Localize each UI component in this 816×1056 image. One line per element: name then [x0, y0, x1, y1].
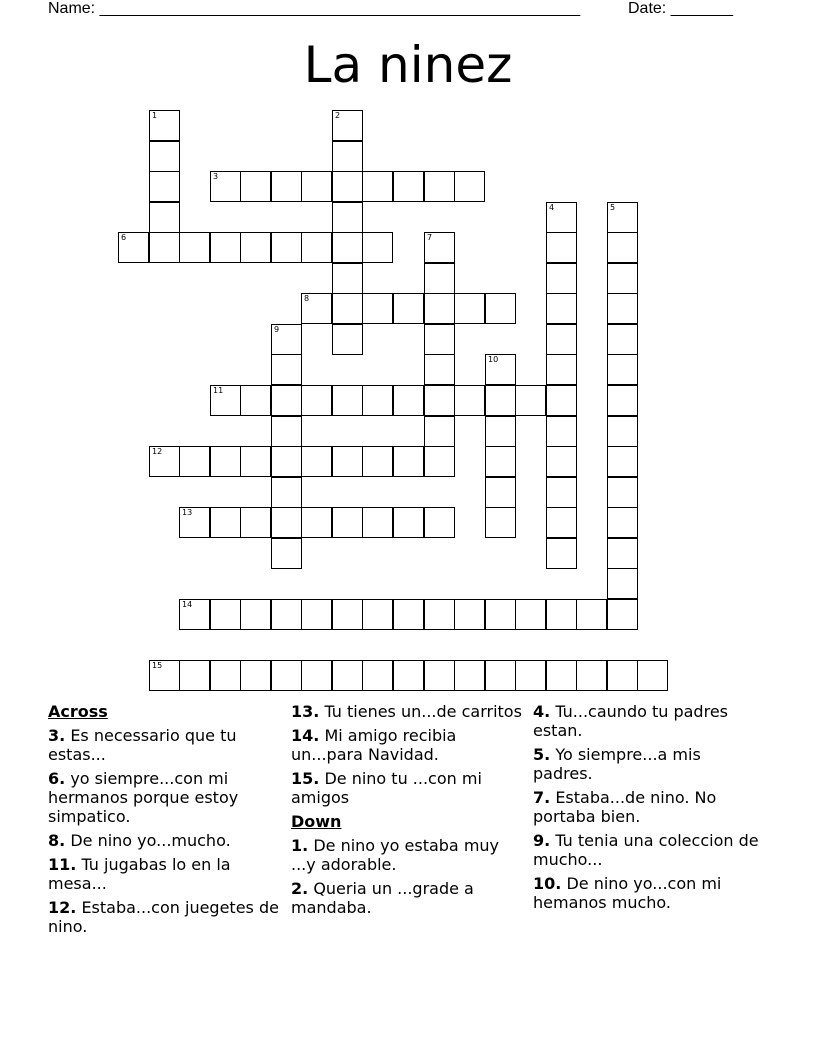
name-field-label: Name: ______________________________________________________ [48, 0, 581, 17]
clue-down-10 [533, 874, 765, 912]
grid-cell[interactable] [362, 660, 393, 691]
across-heading: Across [48, 702, 108, 721]
grid-cell[interactable] [607, 507, 638, 538]
clue-number-label: 11 [213, 386, 224, 395]
grid-cell[interactable] [301, 599, 332, 630]
grid-cell[interactable] [546, 599, 577, 630]
page-title: La ninez [303, 36, 513, 94]
clue-number: 13. [291, 702, 320, 721]
grid-cell[interactable] [424, 599, 455, 630]
clue-down-4 [533, 702, 765, 740]
grid-cell[interactable] [149, 232, 180, 263]
clue-text: Tu tenia una coleccion de mucho... [533, 831, 759, 869]
grid-cell[interactable] [332, 110, 363, 141]
grid-cell[interactable] [607, 446, 638, 477]
clue-text: Es necessario que tu estas... [48, 726, 237, 764]
clues-column-3 [533, 702, 765, 917]
grid-cell[interactable] [301, 660, 332, 691]
grid-cell[interactable] [393, 599, 424, 630]
clue-number: 6. [48, 769, 66, 788]
grid-cell[interactable] [424, 171, 455, 202]
grid-cell[interactable] [607, 232, 638, 263]
clue-number-label: 6 [121, 233, 127, 242]
grid-cell[interactable] [607, 568, 638, 599]
grid-cell[interactable] [301, 171, 332, 202]
clue-across-6 [48, 769, 280, 826]
grid-cell[interactable] [424, 263, 455, 294]
grid-cell[interactable] [362, 507, 393, 538]
grid-cell[interactable] [332, 263, 363, 294]
grid-cell[interactable] [332, 171, 363, 202]
grid-cell[interactable] [240, 599, 271, 630]
grid-cell[interactable] [240, 385, 271, 416]
grid-cell[interactable] [271, 324, 302, 355]
grid-cell[interactable] [118, 232, 149, 263]
grid-cell[interactable] [271, 660, 302, 691]
grid-cell[interactable] [485, 660, 516, 691]
grid-cell[interactable] [424, 385, 455, 416]
grid-cell[interactable] [271, 232, 302, 263]
grid-cell[interactable] [424, 324, 455, 355]
grid-cell[interactable] [271, 599, 302, 630]
grid-cell[interactable] [546, 263, 577, 294]
grid-cell[interactable] [332, 507, 363, 538]
clue-number: 15. [291, 769, 320, 788]
grid-cell[interactable] [149, 110, 180, 141]
grid-cell[interactable] [240, 660, 271, 691]
grid-cell[interactable] [301, 293, 332, 324]
grid-cell[interactable] [271, 477, 302, 508]
grid-cell[interactable] [332, 660, 363, 691]
grid-cell[interactable] [271, 171, 302, 202]
grid-cell[interactable] [332, 232, 363, 263]
grid-cell[interactable] [546, 324, 577, 355]
clue-number-label: 9 [274, 325, 280, 334]
grid-cell[interactable] [179, 446, 210, 477]
grid-cell[interactable] [393, 446, 424, 477]
grid-cell[interactable] [271, 507, 302, 538]
grid-cell[interactable] [607, 477, 638, 508]
grid-cell[interactable] [454, 599, 485, 630]
date-field-label: Date: _______ [628, 0, 733, 17]
clue-text: Tu...caundo tu padres estan. [533, 702, 728, 740]
clue-number: 3. [48, 726, 66, 745]
grid-cell[interactable] [240, 507, 271, 538]
clue-number-label: 8 [304, 294, 310, 303]
grid-cell[interactable] [607, 599, 638, 630]
grid-cell[interactable] [607, 385, 638, 416]
clue-number: 7. [533, 788, 551, 807]
grid-cell[interactable] [424, 232, 455, 263]
grid-cell[interactable] [179, 232, 210, 263]
grid-cell[interactable] [179, 507, 210, 538]
clue-text: De nino yo estaba muy ...y adorable. [291, 836, 500, 874]
grid-cell[interactable] [546, 416, 577, 447]
grid-cell[interactable] [301, 507, 332, 538]
grid-cell[interactable] [149, 141, 180, 172]
grid-cell[interactable] [210, 232, 241, 263]
grid-cell[interactable] [362, 385, 393, 416]
clue-number: 14. [291, 726, 320, 745]
grid-cell[interactable] [515, 385, 546, 416]
grid-cell[interactable] [301, 232, 332, 263]
grid-cell[interactable] [607, 263, 638, 294]
clue-number: 11. [48, 855, 77, 874]
clue-text: Mi amigo recibia un...para Navidad. [291, 726, 457, 764]
grid-cell[interactable] [546, 293, 577, 324]
grid-cell[interactable] [637, 660, 668, 691]
grid-cell[interactable] [546, 232, 577, 263]
clue-text: De nino yo...mucho. [70, 831, 231, 850]
grid-cell[interactable] [271, 446, 302, 477]
grid-cell[interactable] [454, 660, 485, 691]
clue-text: Tu tienes un...de carritos [324, 702, 522, 721]
grid-cell[interactable] [149, 171, 180, 202]
grid-cell[interactable] [576, 660, 607, 691]
grid-cell[interactable] [485, 507, 516, 538]
grid-cell[interactable] [149, 660, 180, 691]
grid-cell[interactable] [485, 293, 516, 324]
grid-cell[interactable] [393, 171, 424, 202]
grid-cell[interactable] [362, 599, 393, 630]
grid-cell[interactable] [424, 293, 455, 324]
grid-cell[interactable] [454, 385, 485, 416]
grid-cell[interactable] [546, 477, 577, 508]
grid-cell[interactable] [362, 293, 393, 324]
grid-cell[interactable] [607, 354, 638, 385]
grid-cell[interactable] [179, 599, 210, 630]
grid-cell[interactable] [332, 324, 363, 355]
grid-cell[interactable] [546, 354, 577, 385]
grid-cell[interactable] [454, 293, 485, 324]
grid-cell[interactable] [546, 385, 577, 416]
clue-text: Yo siempre...a mis padres. [533, 745, 701, 783]
clue-text: Queria un ...grade a mandaba. [291, 879, 474, 917]
clue-down-2 [291, 879, 523, 917]
grid-cell[interactable] [485, 354, 516, 385]
clue-across-13 [291, 702, 523, 721]
grid-cell[interactable] [210, 446, 241, 477]
grid-cell[interactable] [607, 538, 638, 569]
grid-cell[interactable] [362, 232, 393, 263]
grid-cell[interactable] [332, 293, 363, 324]
clue-down-5 [533, 745, 765, 783]
grid-cell[interactable] [332, 446, 363, 477]
grid-cell[interactable] [546, 507, 577, 538]
grid-cell[interactable] [607, 324, 638, 355]
clue-across-11 [48, 855, 280, 893]
clue-across-15 [291, 769, 523, 807]
grid-cell[interactable] [301, 385, 332, 416]
clue-number: 1. [291, 836, 309, 855]
clues-column-2 [291, 702, 523, 922]
grid-cell[interactable] [424, 446, 455, 477]
grid-cell[interactable] [607, 416, 638, 447]
grid-cell[interactable] [393, 293, 424, 324]
clue-number: 10. [533, 874, 562, 893]
grid-cell[interactable] [424, 354, 455, 385]
clue-number: 4. [533, 702, 551, 721]
grid-cell[interactable] [607, 660, 638, 691]
grid-cell[interactable] [271, 354, 302, 385]
clue-across-8 [48, 831, 280, 850]
grid-cell[interactable] [332, 141, 363, 172]
grid-cell[interactable] [393, 507, 424, 538]
grid-cell[interactable] [393, 385, 424, 416]
grid-cell[interactable] [332, 599, 363, 630]
clues-column-1 [48, 702, 280, 941]
grid-cell[interactable] [240, 171, 271, 202]
clue-number: 8. [48, 831, 66, 850]
clue-text: yo siempre...con mi hermanos porque estoy simpatico. [48, 769, 239, 826]
clue-number: 2. [291, 879, 309, 898]
grid-cell[interactable] [332, 385, 363, 416]
grid-cell[interactable] [210, 507, 241, 538]
clue-number: 12. [48, 898, 77, 917]
grid-cell[interactable] [210, 385, 241, 416]
grid-cell[interactable] [240, 446, 271, 477]
grid-cell[interactable] [362, 171, 393, 202]
grid-cell[interactable] [210, 599, 241, 630]
clue-text: De nino yo...con mi hemanos mucho. [533, 874, 722, 912]
grid-cell[interactable] [271, 538, 302, 569]
grid-cell[interactable] [485, 446, 516, 477]
clue-number-label: 5 [610, 203, 616, 212]
grid-cell[interactable] [424, 660, 455, 691]
grid-cell[interactable] [362, 446, 393, 477]
clue-number: 5. [533, 745, 551, 764]
grid-cell[interactable] [149, 202, 180, 233]
grid-cell[interactable] [271, 416, 302, 447]
grid-cell[interactable] [546, 660, 577, 691]
grid-cell[interactable] [546, 538, 577, 569]
grid-cell[interactable] [393, 660, 424, 691]
grid-cell[interactable] [546, 202, 577, 233]
clue-across-3 [48, 726, 280, 764]
clue-number-label: 10 [488, 355, 499, 364]
grid-cell[interactable] [485, 385, 516, 416]
clue-text: Estaba...de nino. No portaba bien. [533, 788, 717, 826]
clue-number-label: 12 [152, 447, 163, 456]
grid-cell[interactable] [149, 446, 180, 477]
clue-across-14 [291, 726, 523, 764]
grid-cell[interactable] [515, 660, 546, 691]
clue-text: Tu jugabas lo en la mesa... [48, 855, 231, 893]
grid-cell[interactable] [485, 416, 516, 447]
grid-cell[interactable] [607, 202, 638, 233]
clue-number-label: 3 [213, 172, 219, 181]
clue-number: 9. [533, 831, 551, 850]
clue-number-label: 1 [152, 111, 158, 120]
clue-number-label: 2 [335, 111, 341, 120]
grid-cell[interactable] [515, 599, 546, 630]
clue-number-label: 15 [152, 661, 163, 670]
grid-cell[interactable] [485, 477, 516, 508]
grid-cell[interactable] [301, 446, 332, 477]
grid-cell[interactable] [210, 660, 241, 691]
grid-cell[interactable] [271, 385, 302, 416]
clue-text: Estaba...con juegetes de nino. [48, 898, 279, 936]
clue-number-label: 4 [549, 203, 555, 212]
grid-cell[interactable] [332, 202, 363, 233]
grid-cell[interactable] [546, 446, 577, 477]
clue-number-label: 7 [427, 233, 433, 242]
clue-across-12 [48, 898, 280, 936]
clue-number-label: 13 [182, 508, 193, 517]
clue-down-1 [291, 836, 523, 874]
grid-cell[interactable] [485, 599, 516, 630]
grid-cell[interactable] [454, 171, 485, 202]
grid-cell[interactable] [607, 293, 638, 324]
down-heading: Down [291, 812, 342, 831]
grid-cell[interactable] [576, 599, 607, 630]
clue-text: De nino tu ...con mi amigos [291, 769, 482, 807]
clue-down-7 [533, 788, 765, 826]
clue-number-label: 14 [182, 600, 193, 609]
grid-cell[interactable] [210, 171, 241, 202]
grid-cell[interactable] [424, 416, 455, 447]
grid-cell[interactable] [179, 660, 210, 691]
grid-cell[interactable] [240, 232, 271, 263]
clue-down-9 [533, 831, 765, 869]
grid-cell[interactable] [424, 507, 455, 538]
